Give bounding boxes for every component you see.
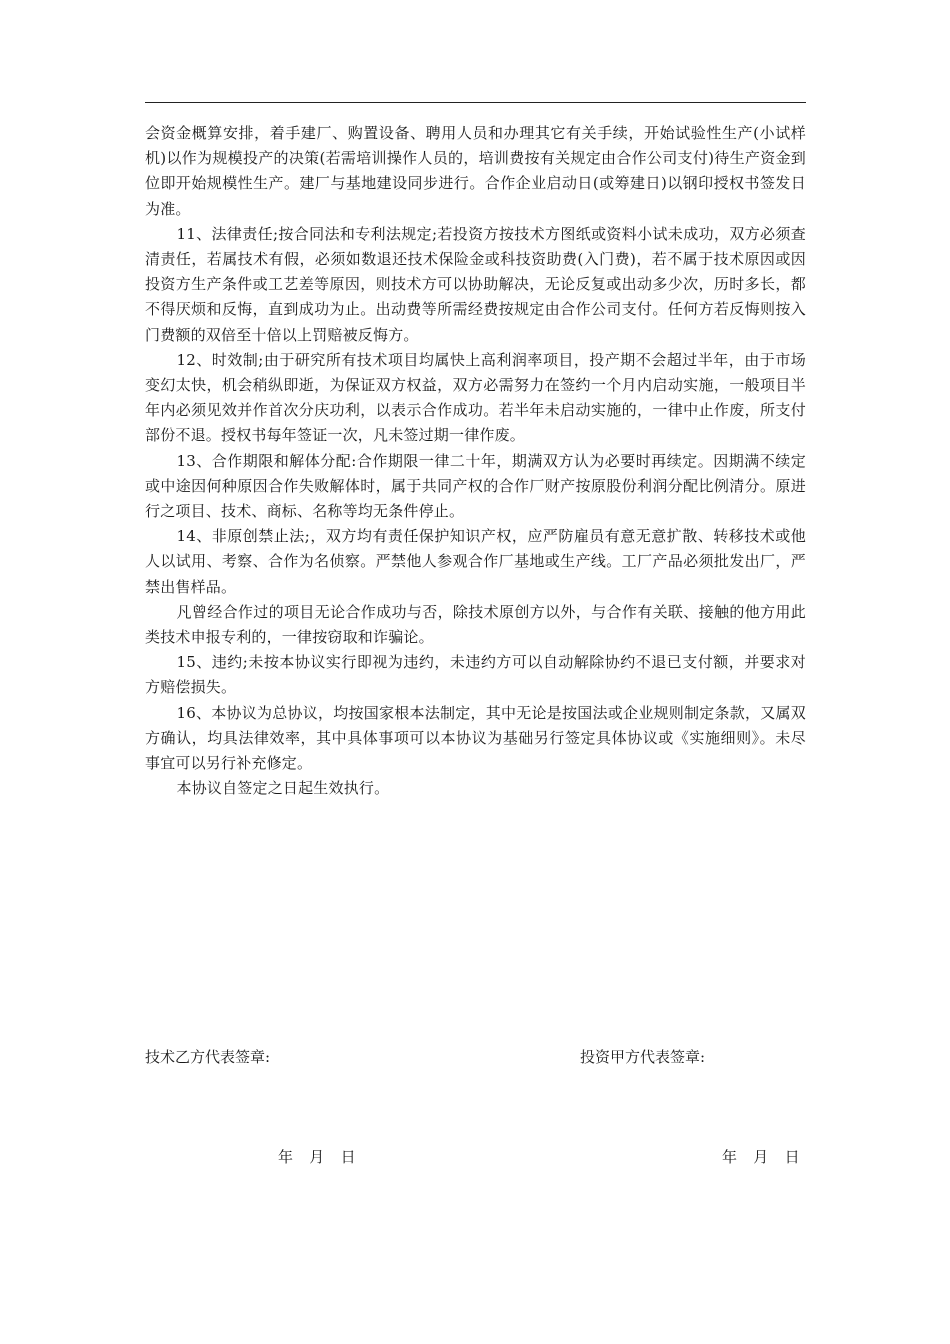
paragraph-continuation: 会资金概算安排，着手建厂、购置设备、聘用人员和办理其它有关手续，开始试验性生产(小试样机)以作为规模投产的决策(若需培训操作人员的，培训费按有关规定由合作公司支付)待生产资金到位即开始规模性生产。建厂与基地建设同步进行。合作企业启动日(或筹建日)以钢印授权书签发日为准。	[145, 124, 806, 218]
signature-label-party-a: 投资甲方代表签章:	[580, 1048, 706, 1066]
date-line-party-b: 年 月 日	[278, 1148, 357, 1166]
paragraph-clause-14: 14、非原创禁止法;，双方均有责任保护知识产权，应严防雇员有意无意扩散、转移技术或他人以试用、考察、合作为名侦察。严禁他人参观合作厂基地或生产线。工厂产品必须批发出厂，严禁出售样品。	[145, 527, 806, 596]
paragraph-clause-13: 13、合作期限和解体分配:合作期限一律二十年，期满双方认为必要时再续定。因期满不续定或中途因何种原因合作失败解体时，属于共同产权的合作厂财产按原股份利润分配比例清分。原进行之项目、技术、商标、名称等均无条件停止。	[145, 451, 806, 521]
agreement-body	[145, 121, 806, 801]
paragraph-clause-11: 11、法律责任;按合同法和专利法规定;若投资方按技术方图纸或资料小试未成功，双方必须查清责任，若属技术有假，必须如数退还技术保险金或科技资助费(入门费)，若不属于技术原因或因投资方生产条件或工艺差等原因，则技术方可以协助解决，无论反复或出动多少次，历时多长，都不得厌烦和反悔，直到成功为止。出动费等所需经费按规定由合作公司支付。任何方若反悔则按入门费额的双倍至十倍以上罚赔被反悔方。	[145, 224, 806, 344]
paragraph-clause-15: 15、违约;未按本协议实行即视为违约，未违约方可以自动解除协约不退已支付额，并要求对方赔偿损失。	[145, 653, 806, 697]
paragraph-clause-14-supplement: 凡曾经合作过的项目无论合作成功与否，除技术原创方以外，与合作有关联、接触的他方用此类技术申报专利的，一律按窃取和诈骗论。	[145, 602, 806, 647]
header-rule	[145, 102, 806, 103]
date-line-party-a: 年 月 日	[722, 1148, 801, 1166]
signature-label-party-b: 技术乙方代表签章:	[145, 1048, 271, 1066]
paragraph-clause-16: 16、本协议为总协议，均按国家根本法制定，其中无论是按国法或企业规则制定条款，又属双方确认，均具法律效率，其中具体事项可以本协议为基础另行签定具体协议或《实施细则》。未尽事宜可以另行补充修定。	[145, 703, 806, 773]
paragraph-clause-12: 12、时效制;由于研究所有技术项目均属快上高利润率项目，投产期不会超过半年，由于市场变幻太快，机会稍纵即逝，为保证双方权益，双方必需努力在签约一个月内启动实施，一般项目半年内必须见效并作首次分庆功利，以表示合作成功。若半年未启动实施的，一律中止作废，所支付部份不退。授权书每年签证一次，凡未签过期一律作废。	[145, 350, 806, 445]
paragraph-effective-date: 本协议自签定之日起生效执行。	[176, 779, 390, 798]
